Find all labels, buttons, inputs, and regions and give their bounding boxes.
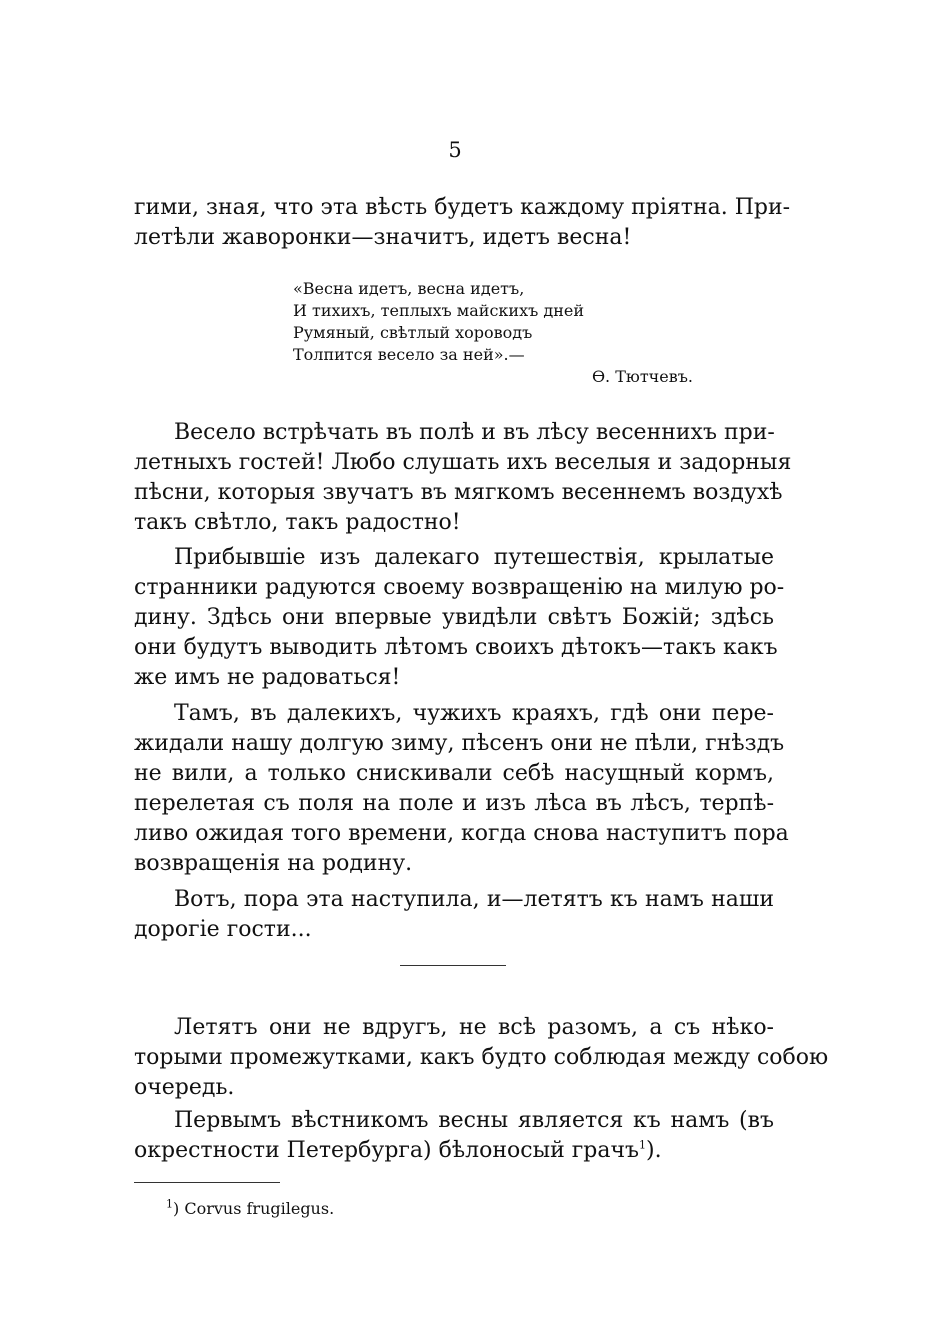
footnote-divider bbox=[134, 1182, 280, 1183]
text-line: летныхъ гостей! Любо слушать ихъ веселыя и задорныя bbox=[134, 450, 792, 475]
poem-line: «Весна идетъ, весна идетъ, bbox=[293, 279, 525, 298]
footnote-ref[interactable]: 1 bbox=[639, 1138, 647, 1152]
text-line: летѣли жаворонки—значитъ, идетъ весна! bbox=[134, 225, 632, 250]
text-line: Вотъ, пора эта наступила, и—летятъ къ намъ наши bbox=[174, 887, 774, 912]
text-fragment: окрестности Петербурга) бѣлоносый грачъ bbox=[134, 1138, 640, 1163]
text-line: странники радуются своему возвращенію на милую ро- bbox=[134, 575, 785, 600]
text-line: Первымъ вѣстникомъ весны является къ намъ (въ bbox=[174, 1108, 774, 1133]
page-number: 5 bbox=[448, 138, 462, 162]
text-line: дину. Здѣсь они впервые увидѣли свѣтъ Божій; здѣсь bbox=[134, 605, 774, 630]
paragraph-5 bbox=[134, 1013, 829, 1103]
text-line: Тамъ, въ далекихъ, чужихъ краяхъ, гдѣ они пере- bbox=[174, 701, 774, 726]
text-line: такъ свѣтло, такъ радостно! bbox=[134, 510, 461, 535]
text-line: дорогіе гости... bbox=[134, 917, 312, 942]
text-line: пѣсни, которыя звучатъ въ мягкомъ весеннемъ воздухѣ bbox=[134, 480, 783, 505]
paragraph-1 bbox=[134, 418, 792, 538]
text-line: же имъ не радоваться! bbox=[134, 665, 401, 690]
paragraph-4 bbox=[134, 885, 774, 945]
text-line: возвращенія на родину. bbox=[134, 851, 413, 876]
paragraph-3 bbox=[134, 699, 789, 879]
poem-line: Толпится весело за ней».— bbox=[293, 345, 525, 364]
poem-line: И тихихъ, теплыхъ майскихъ дней bbox=[293, 301, 584, 320]
text-line: перелетая съ поля на поле и изъ лѣса въ лѣсъ, терпѣ- bbox=[134, 791, 774, 816]
text-line: Весело встрѣчать въ полѣ и въ лѣсу весеннихъ при- bbox=[174, 420, 775, 445]
text-line: очередь. bbox=[134, 1075, 235, 1100]
text-line bbox=[134, 1136, 774, 1166]
footnote-text: ) Corvus frugilegus. bbox=[173, 1199, 335, 1218]
text-line: торыми промежутками, какъ будто соблюдая между собою bbox=[134, 1045, 829, 1070]
text-line: ливо ожидая того времени, когда снова наступитъ пора bbox=[134, 821, 789, 846]
text-fragment: ). bbox=[646, 1138, 662, 1163]
footnote-marker: 1 bbox=[166, 1197, 173, 1211]
text-line: Летятъ они не вдругъ, не всѣ разомъ, а съ нѣко- bbox=[174, 1015, 774, 1040]
poem-line: Румяный, свѣтлый хороводъ bbox=[293, 323, 533, 342]
paragraph-2 bbox=[134, 543, 785, 693]
text-line: жидали нашу долгую зиму, пѣсенъ они не пѣли, гнѣздъ bbox=[134, 731, 785, 756]
footnote bbox=[166, 1198, 334, 1220]
text-line: Прибывшіе изъ далекаго путешествія, крылатые bbox=[174, 545, 774, 570]
text-line: они будутъ выводить лѣтомъ своихъ дѣтокъ—такъ какъ bbox=[134, 635, 778, 660]
paragraph-6 bbox=[134, 1106, 774, 1166]
text-line: гими, зная, что эта вѣсть будетъ каждому пріятна. При- bbox=[134, 195, 791, 220]
poem-quote bbox=[293, 278, 693, 388]
text-line: не вили, а только снискивали себѣ насущный кормъ, bbox=[134, 761, 774, 786]
section-divider bbox=[400, 965, 506, 966]
intro-paragraph bbox=[134, 193, 791, 253]
poem-author: Ѳ. Тютчевъ. bbox=[591, 367, 693, 386]
